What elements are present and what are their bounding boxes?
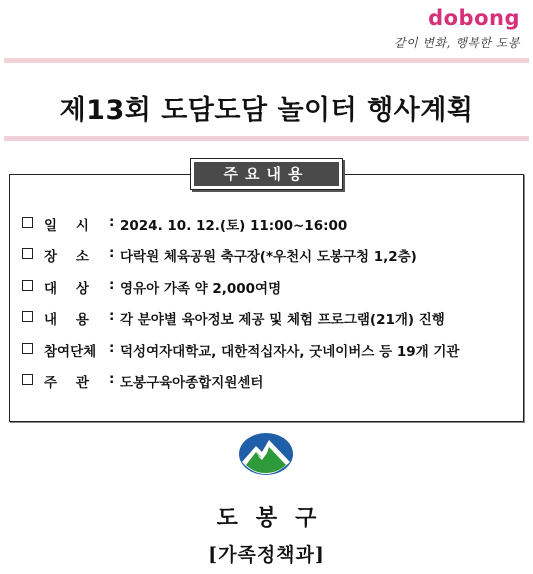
section-label-text: 주요내용 (194, 162, 339, 186)
section-label (190, 158, 343, 190)
detail-colon: : (109, 245, 115, 262)
detail-label: 일 시 (44, 218, 89, 234)
detail-value: 각 분야별 육아정보 제공 및 체험 프로그램(21개) 진행 (120, 312, 445, 329)
checkbox-icon (22, 248, 33, 259)
detail-colon: : (109, 214, 115, 230)
organization-name: 도봉구 (216, 505, 335, 531)
detail-label: 대 상 (44, 280, 89, 297)
checkbox-icon (22, 374, 33, 385)
detail-colon: : (109, 370, 115, 387)
detail-label: 장 소 (44, 249, 89, 266)
detail-value: 다락원 체육공원 축구장(*우천시 도봉구청 1,2층) (120, 249, 417, 266)
title-divider (4, 136, 529, 141)
detail-label: 내 용 (44, 312, 89, 329)
brand-header (394, 6, 520, 51)
detail-value: 덕성여자대학교, 대한적십자사, 굿네이버스 등 19개 기관 (120, 343, 460, 360)
checkbox-icon (22, 343, 33, 354)
checkbox-icon (22, 280, 33, 291)
dobong-logo: dobong (428, 6, 520, 30)
detail-colon: : (109, 276, 115, 293)
detail-colon: : (109, 308, 115, 325)
detail-value: 2024. 10. 12.(토) 11:00~16:00 (120, 218, 348, 234)
department-name: [가족정책과] (208, 544, 325, 566)
brand-slogan: 같이 변화, 행복한 도봉 (393, 36, 520, 50)
detail-value: 영유아 가족 약 2,000여명 (120, 280, 282, 297)
page-title: 제13회 도담도담 놀이터 행사계획 (59, 95, 474, 126)
checkbox-icon (22, 311, 33, 322)
detail-label: 주 관 (44, 374, 89, 391)
top-divider (4, 58, 529, 63)
checkbox-icon (22, 217, 33, 228)
detail-label: 참여단체 (44, 343, 97, 360)
dobong-mountain-emblem-icon (238, 432, 294, 476)
detail-value: 도봉구육아종합지원센터 (120, 374, 264, 391)
detail-colon: : (109, 339, 115, 356)
